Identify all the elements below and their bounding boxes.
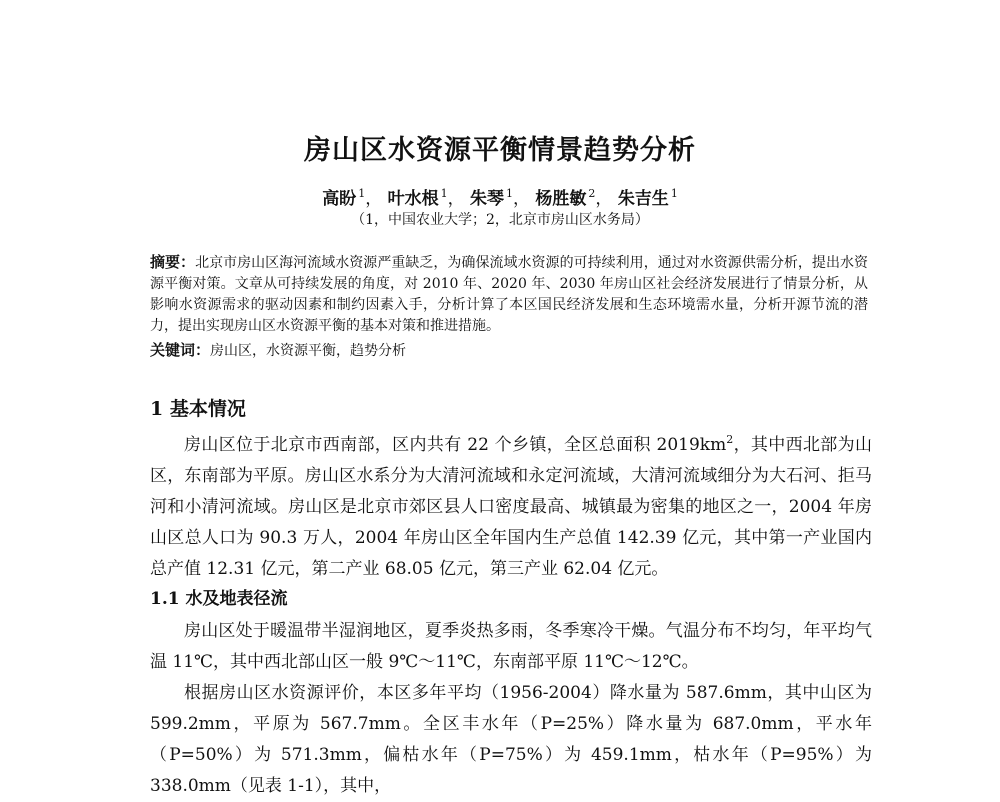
body-paragraph: 根据房山区水资源评价，本区多年平均（1956-2004）降水量为 587.6mm，其中山区为 599.2mm，平原为 567.7mm。全区丰水年（P=25%）降水量为 687.0mm，平水年（P=50%）为 571.3mm，偏枯水年（P=75%）为 459.1mm，枯水年（P=95%）为 338.0mm（见表 1-1），其中，: [150, 683, 872, 796]
keywords-text: 房山区，水资源平衡，趋势分析: [210, 343, 407, 359]
section-heading: 1 基本情况: [150, 398, 246, 420]
abstract-text: 北京市房山区海河流域水资源严重缺乏，为确保流域水资源的可持续利用，通过对水资源供需分析，提出水资源平衡对策。文章从可持续发展的角度，对 2010 年、2020 年、2030 年房山区社会经济发展进行了情景分析，从影响水资源需求的驱动因素和制约因素入手，分析计算了本区国民经济发展和生态环境需水量，分析开源节流的潜力，提出实现房山区水资源平衡的基本对策和推进措施。: [150, 255, 868, 334]
author: 叶水根 $^1$，: [387, 187, 465, 209]
abstract: [150, 252, 868, 337]
author: 杨胜敏 $^2$，: [535, 187, 613, 209]
author: 高盼 $^1$，: [322, 187, 383, 209]
keywords: [150, 340, 868, 362]
keywords-label: 关键词：: [150, 341, 211, 359]
body-paragraph: 房山区位于北京市西南部，区内共有 22 个乡镇，全区总面积 $2019km^2$，其中西北部为山区，东南部为平原。房山区水系分为大清河流域和永定河流域，大清河流域细分为大石河、拒马河和小清河流域。房山区是北京市郊区县人口密度最高、城镇最为密集的地区之一，2004 年房山区总人口为 90.3 万人，2004 年房山区全年国内生产总值 142.39 亿元，其中第一产业国内总产值 12.31 亿元，第二产业 68.05 亿元，第三产业 62.04 亿元。: [150, 433, 873, 579]
affiliation: （1，中国农业大学；2，北京市房山区水务局）: [351, 212, 649, 228]
author-list: [0, 184, 1000, 209]
abstract-label: 摘要：: [150, 253, 196, 271]
body-paragraph: 房山区处于暖温带半湿润地区，夏季炎热多雨，冬季寒冷干燥。气温分布不均匀，年平均气温 11℃，其中西北部山区一般 9℃～11℃，东南部平原 11℃～12℃。: [150, 621, 872, 672]
subsection-heading: 1.1 水及地表径流: [150, 589, 288, 609]
paper-title: 房山区水资源平衡情景趋势分析: [304, 135, 696, 166]
author: 朱吉生 $^1$: [617, 187, 678, 209]
author: 朱琴 $^1$，: [470, 187, 530, 209]
